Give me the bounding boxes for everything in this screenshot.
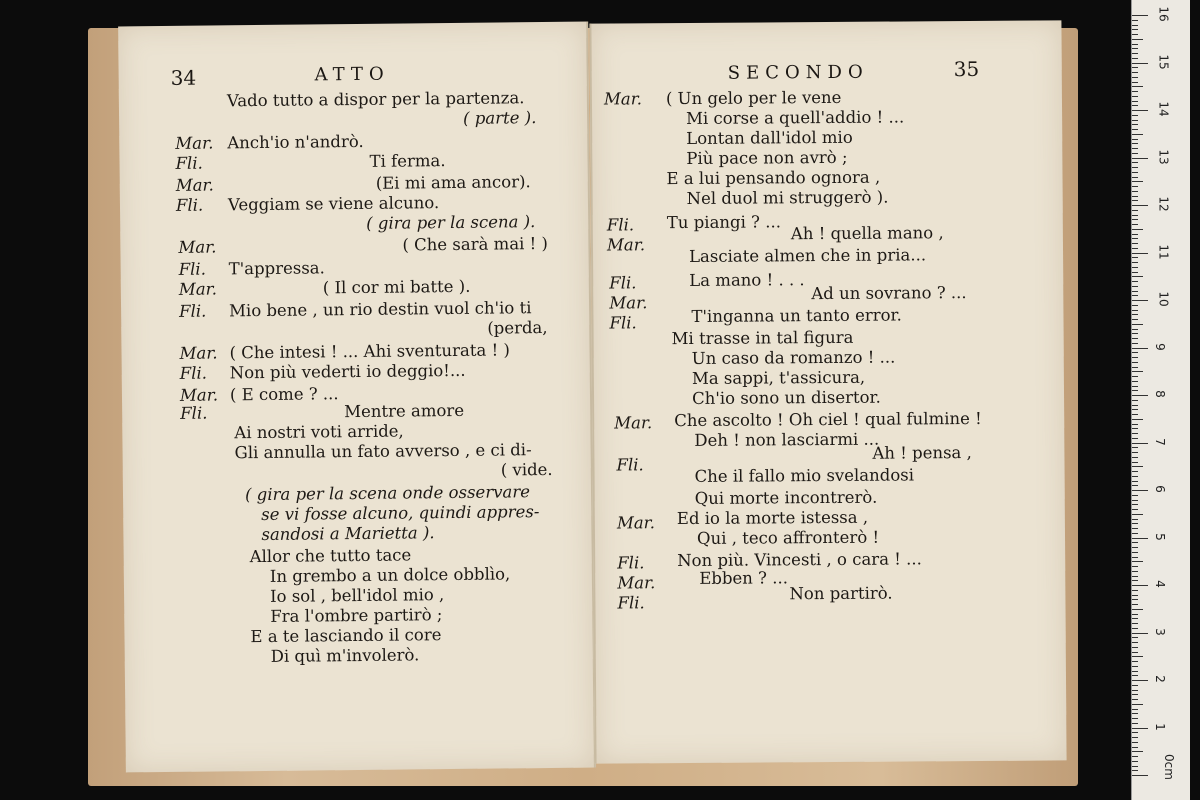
ruler-tick (1132, 167, 1138, 168)
left-speaker: Mar. (178, 237, 217, 257)
ruler-tick (1132, 238, 1138, 239)
ruler-tick (1132, 39, 1143, 40)
ruler-tick (1132, 713, 1138, 714)
ruler-tick (1132, 542, 1138, 543)
ruler-tick (1132, 737, 1138, 738)
ruler-tick (1132, 253, 1148, 254)
ruler-number: 3 (1152, 627, 1167, 636)
ruler-tick (1132, 438, 1138, 439)
left-stage-direction: ( gira per la scena ). (366, 212, 536, 233)
ruler-tick (1132, 34, 1138, 35)
ruler-tick (1132, 172, 1138, 173)
left-stage-direction: ( parte ). (462, 108, 537, 128)
left-speaker: Mar. (178, 279, 218, 299)
ruler-tick (1132, 101, 1138, 102)
ruler-tick (1132, 476, 1138, 477)
right-line: La mano ! . . . (689, 270, 805, 290)
ruler-tick (1132, 96, 1138, 97)
left-line: Ai nostri voti arride, (234, 421, 404, 443)
ruler-tick (1132, 533, 1138, 534)
ruler-tick (1132, 514, 1143, 515)
ruler-tick (1132, 371, 1143, 372)
ruler-tick (1132, 756, 1138, 757)
right-speaker: Fli. (609, 313, 637, 333)
ruler-tick (1132, 134, 1143, 135)
right-speaker: Fli. (617, 593, 645, 613)
right-speaker: Mar. (614, 413, 653, 433)
ruler-tick (1132, 77, 1138, 78)
ruler-tick (1132, 552, 1138, 553)
left-stage-direction: ( gira per la scena onde osservare (244, 482, 531, 505)
ruler-tick (1132, 324, 1143, 325)
left-line: E a te lasciando il core (250, 625, 442, 647)
ruler-tick (1132, 604, 1138, 605)
ruler-tick (1132, 386, 1138, 387)
ruler-tick (1132, 181, 1143, 182)
right-line: Ah ! pensa , (872, 442, 972, 463)
ruler-tick (1132, 666, 1138, 667)
ruler-tick (1132, 352, 1138, 353)
ruler-tick (1132, 495, 1138, 496)
ruler-tick (1132, 139, 1138, 140)
left-speaker: Mar. (179, 343, 218, 363)
left-line: Allor che tutto tace (249, 545, 412, 567)
ruler-tick (1132, 770, 1138, 771)
right-speaker: Mar. (606, 235, 646, 255)
right-line: Ah ! quella mano , (790, 223, 944, 244)
ruler-tick (1132, 191, 1138, 192)
ruler-tick (1132, 566, 1138, 567)
ruler-tick (1132, 186, 1138, 187)
right-line: Lasciate almen che in pria... (688, 245, 927, 266)
left-speaker: Fli. (180, 403, 208, 423)
right-speaker: Fli. (606, 215, 635, 235)
ruler-tick (1132, 314, 1138, 315)
ruler-tick (1132, 267, 1138, 268)
left-line: Di quì m'involerò. (270, 645, 420, 666)
ruler-tick (1132, 291, 1138, 292)
ruler-tick (1132, 576, 1138, 577)
ruler-tick (1132, 504, 1138, 505)
ruler-tick (1132, 409, 1138, 410)
ruler-tick (1132, 248, 1138, 249)
ruler-tick (1132, 15, 1148, 16)
left-speaker: Mar. (179, 385, 219, 405)
measuring-ruler (1131, 0, 1190, 800)
ruler-tick (1132, 215, 1138, 216)
right-line: Ma sappi, t'assicura, (691, 367, 866, 388)
left-line: (perda, (487, 318, 548, 338)
ruler-tick (1132, 680, 1148, 681)
right-line: Tu piangi ? ... (666, 212, 781, 233)
ruler-tick (1132, 590, 1138, 591)
ruler-tick (1132, 709, 1138, 710)
left-line: ( vide. (500, 459, 553, 480)
right-line: Che il fallo mio svelandosi (694, 465, 915, 486)
left-line: Ti ferma. (369, 151, 446, 171)
ruler-tick (1132, 509, 1138, 510)
ruler-tick (1132, 44, 1138, 45)
left-line: Veggiam se viene alcuno. (227, 193, 440, 215)
ruler-number: 7 (1152, 437, 1167, 446)
ruler-tick (1132, 72, 1138, 73)
right-line: E a lui pensando ognora , (666, 167, 881, 189)
left-line: T'appressa. (228, 258, 325, 279)
ruler-tick (1132, 243, 1138, 244)
ruler-tick (1132, 357, 1138, 358)
left-speaker: Fli. (178, 301, 207, 321)
right-line: Mi corse a quell'addio ! ... (686, 107, 905, 128)
ruler-tick (1132, 647, 1138, 648)
ruler-number: 2 (1152, 675, 1167, 683)
ruler-tick (1132, 652, 1138, 653)
ruler-number: 13 (1156, 148, 1171, 165)
ruler-tick (1132, 623, 1138, 624)
ruler-number: 5 (1152, 532, 1167, 541)
ruler-tick (1132, 115, 1138, 116)
ruler-tick (1132, 599, 1138, 600)
ruler-tick (1132, 143, 1138, 144)
ruler-tick (1132, 519, 1138, 520)
ruler-tick (1132, 490, 1148, 491)
left-line: Mentre amore (344, 400, 465, 422)
ruler-tick (1132, 110, 1148, 111)
ruler-tick (1132, 210, 1138, 211)
left-line: Vado tutto a dispor per la partenza. (226, 88, 525, 111)
ruler-tick (1132, 751, 1143, 752)
ruler-tick (1132, 158, 1148, 159)
ruler-tick (1132, 561, 1143, 562)
ruler-tick (1132, 310, 1138, 311)
ruler-tick (1132, 419, 1143, 420)
ruler-tick (1132, 675, 1138, 676)
ruler-tick (1132, 580, 1138, 581)
ruler-tick (1132, 67, 1138, 68)
ruler-number: 10 (1156, 291, 1171, 307)
ruler-tick (1132, 286, 1138, 287)
ruler-tick (1132, 671, 1138, 672)
ruler-tick (1132, 690, 1138, 691)
right-speaker: Mar. (609, 293, 648, 313)
running-head-right: SECONDO (727, 61, 869, 84)
ruler-number: 16 (1156, 6, 1171, 22)
right-line: Lontan dall'idol mio (686, 127, 853, 148)
ruler-tick (1132, 362, 1138, 363)
page-number-right: 35 (953, 56, 980, 82)
ruler-tick (1132, 523, 1138, 524)
ruler-tick (1132, 234, 1138, 235)
ruler-number: 4 (1152, 580, 1167, 588)
ruler-tick (1132, 405, 1138, 406)
ruler-tick (1132, 661, 1138, 662)
ruler-tick (1132, 58, 1138, 59)
ruler-tick (1132, 300, 1148, 301)
ruler-tick (1132, 86, 1143, 87)
ruler-tick (1132, 481, 1138, 482)
right-speaker: Fli. (616, 455, 644, 475)
ruler-tick (1132, 177, 1138, 178)
left-speaker: Fli. (175, 153, 203, 173)
ruler-tick (1132, 637, 1138, 638)
ruler-tick (1132, 433, 1138, 434)
ruler-tick (1132, 466, 1143, 467)
ruler-tick (1132, 462, 1138, 463)
ruler-tick (1132, 618, 1138, 619)
ruler-tick (1132, 48, 1138, 49)
ruler-tick (1132, 343, 1138, 344)
ruler-tick (1132, 257, 1138, 258)
right-page (589, 20, 1066, 763)
ruler-tick (1132, 281, 1138, 282)
ruler-tick (1132, 571, 1138, 572)
right-line: Non più. Vincesti , o cara ! ... (677, 549, 922, 571)
ruler-tick (1132, 390, 1138, 391)
right-line: Ch'io sono un disertor. (691, 387, 881, 408)
right-line: Qui morte incontrerò. (694, 487, 878, 508)
ruler-number: 9 (1152, 342, 1167, 351)
right-speaker: Mar. (603, 89, 643, 109)
ruler-number: 1 (1152, 722, 1167, 731)
left-line: Non più vederti io deggio!... (229, 360, 466, 383)
ruler-tick (1132, 153, 1138, 154)
left-speaker: Mar. (175, 175, 214, 195)
ruler-tick (1132, 319, 1138, 320)
ruler-tick (1132, 63, 1148, 64)
left-speaker: Fli. (175, 195, 204, 215)
left-page (118, 22, 596, 773)
ruler-tick (1132, 120, 1138, 121)
ruler-tick (1132, 485, 1138, 486)
ruler-tick (1132, 595, 1138, 596)
page-number-left: 34 (170, 65, 197, 90)
left-line: Mio bene , un rio destin vuol ch'io ti (228, 298, 532, 321)
ruler-tick (1132, 694, 1138, 695)
ruler-tick (1132, 732, 1138, 733)
ruler-tick (1132, 614, 1138, 615)
left-stage-direction: sandosi a Marietta ). (261, 523, 435, 545)
right-line: Mi trasse in tal figura (671, 327, 854, 349)
ruler-tick (1132, 723, 1138, 724)
ruler-tick (1132, 148, 1138, 149)
ruler-tick (1132, 457, 1138, 458)
ruler-tick (1132, 219, 1138, 220)
ruler-number: 12 (1156, 196, 1171, 212)
ruler-tick (1132, 538, 1148, 539)
right-line: Nel duol mi struggerò ). (686, 187, 889, 208)
ruler-tick (1132, 82, 1138, 83)
running-head-left: ATTO (314, 63, 390, 86)
ruler-tick (1132, 329, 1138, 330)
right-line: Che ascolto ! Oh ciel ! qual fulmine ! (674, 408, 982, 431)
ruler-tick (1132, 381, 1138, 382)
ruler-tick (1132, 685, 1138, 686)
right-speaker: Mar. (617, 573, 656, 593)
left-speaker: Mar. (175, 133, 214, 153)
ruler-tick (1132, 395, 1148, 396)
left-speaker: Fli. (179, 363, 208, 383)
ruler-tick (1132, 205, 1148, 206)
right-line: Non partirò. (789, 583, 893, 604)
ruler-tick (1132, 424, 1138, 425)
ruler-number: 6 (1152, 485, 1167, 493)
ruler-tick (1132, 761, 1138, 762)
right-line: Più pace non avrò ; (686, 147, 848, 168)
ruler-tick (1132, 224, 1138, 225)
left-line: Gli annulla un fato avverso , e ci di- (234, 440, 532, 463)
ruler-number: 14 (1156, 101, 1171, 117)
left-line: In grembo a un dolce obblìo, (269, 564, 511, 586)
ruler-tick (1132, 262, 1138, 263)
ruler-tick (1132, 585, 1148, 586)
right-line: Ed io la morte istessa , (676, 507, 869, 529)
ruler-tick (1132, 642, 1138, 643)
ruler-tick (1132, 443, 1148, 444)
right-line: Deh ! non lasciarmi ... (694, 429, 880, 450)
left-line: Fra l'ombre partirò ; (270, 605, 443, 626)
ruler-tick (1132, 775, 1148, 776)
ruler-tick (1132, 747, 1138, 748)
left-line: Anch'io n'andrò. (227, 131, 364, 153)
ruler-tick (1132, 338, 1138, 339)
left-line: (Ei mi ama ancor). (375, 172, 531, 193)
right-line: Ad un sovrano ? ... (811, 283, 967, 304)
ruler-tick (1132, 414, 1138, 415)
ruler-tick (1132, 728, 1148, 729)
ruler-number: 11 (1156, 243, 1171, 260)
right-line: T'inganna un tanto error. (691, 305, 902, 326)
ruler-tick (1132, 718, 1138, 719)
left-line: ( Il cor mi batte ). (322, 276, 471, 298)
ruler-tick (1132, 229, 1143, 230)
right-line: Qui , teco affronterò ! (696, 527, 880, 548)
ruler-tick (1132, 656, 1143, 657)
ruler-tick (1132, 471, 1138, 472)
ruler-tick (1132, 400, 1138, 401)
ruler-tick (1132, 20, 1138, 21)
ruler-tick (1132, 628, 1138, 629)
ruler-tick (1132, 162, 1138, 163)
ruler-tick (1132, 742, 1138, 743)
ruler-tick (1132, 124, 1138, 125)
ruler-tick (1132, 528, 1138, 529)
ruler-tick (1132, 272, 1138, 273)
ruler-tick (1132, 547, 1138, 548)
ruler-tick (1132, 129, 1138, 130)
ruler-unit-label: 0cm (1161, 754, 1176, 780)
ruler-tick (1132, 452, 1138, 453)
left-line: Io sol , bell'idol mio , (269, 585, 445, 606)
ruler-tick (1132, 25, 1138, 26)
ruler-tick (1132, 305, 1138, 306)
ruler-tick (1132, 200, 1138, 201)
ruler-tick (1132, 766, 1138, 767)
ruler-tick (1132, 333, 1138, 334)
ruler-tick (1132, 704, 1143, 705)
left-speaker: Fli. (178, 259, 207, 279)
ruler-tick (1132, 105, 1138, 106)
left-line: ( Che sarà mai ! ) (402, 233, 549, 255)
ruler-number: 8 (1152, 390, 1167, 398)
ruler-tick (1132, 447, 1138, 448)
ruler-tick (1132, 367, 1138, 368)
ruler-tick (1132, 53, 1138, 54)
right-speaker: Fli. (617, 553, 645, 573)
ruler-tick (1132, 29, 1138, 30)
ruler-tick (1132, 91, 1138, 92)
ruler-tick (1132, 276, 1143, 277)
ruler-tick (1132, 348, 1148, 349)
ruler-tick (1132, 609, 1143, 610)
ruler-tick (1132, 500, 1138, 501)
ruler-tick (1132, 428, 1138, 429)
right-line: Ebben ? ... (699, 568, 789, 588)
right-line: Un caso da romanzo ! ... (691, 347, 896, 368)
right-line: ( Un gelo per le vene (665, 87, 842, 109)
right-speaker: Fli. (609, 273, 637, 293)
right-speaker: Mar. (616, 513, 656, 533)
ruler-tick (1132, 295, 1138, 296)
ruler-tick (1132, 633, 1148, 634)
ruler-tick (1132, 376, 1138, 377)
ruler-number: 15 (1156, 53, 1171, 70)
ruler-tick (1132, 196, 1138, 197)
left-stage-direction: se vi fosse alcuno, quindi appres- (261, 502, 540, 525)
ruler-tick (1132, 557, 1138, 558)
ruler-tick (1132, 699, 1138, 700)
left-line: ( E come ? ... (229, 384, 339, 405)
left-line: ( Che intesi ! ... Ahi sventurata ! ) (229, 340, 510, 363)
